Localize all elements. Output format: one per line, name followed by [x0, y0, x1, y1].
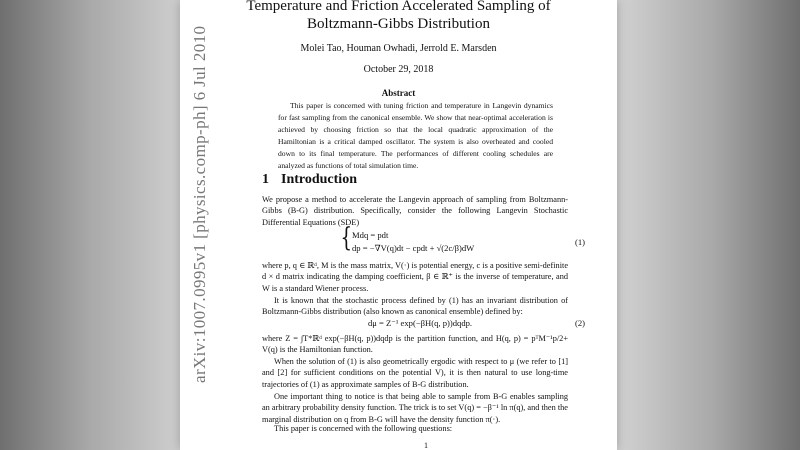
abstract-heading: Abstract: [381, 88, 416, 98]
intro-paragraph-3: It is known that the stochastic process defined by (1) has an invariant distribution of Boltzmann-Gibbs distribution (also known as canonical ensemble) defined by:: [262, 296, 568, 317]
intro-paragraph-6: One important thing to notice is that being able to sample from B-G enables sampling an arbitrary probability density function. The trick is to set V(q) = −β⁻¹ ln π(q), and then the marginal distribution on q from B-G will have the density function π(·).: [262, 392, 568, 424]
page-number: 1: [424, 441, 428, 450]
intro-paragraph-2: where p, q ∈ ℝᵈ, M is the mass matrix, V(·) is potential energy, c is a positive semi-definite d × d matrix indicating the damping coefficient, β ∈ ℝ⁺ is the inverse of temperature, and W is a standard Wiener process.: [262, 261, 568, 293]
paper-page: [180, 0, 617, 450]
arxiv-stamp: arXiv:1007.0995v1 [physics.comp-ph] 6 Jul 2010: [190, 25, 209, 383]
authors: Molei Tao, Houman Owhadi, Jerrold E. Marsden: [300, 43, 497, 54]
intro-paragraph-5: When the solution of (1) is also geometrically ergodic with respect to μ (we refer to [1] and [2] for sufficient conditions on the potential V), it is then natural to use long-time trajectories of (1) as approximate samples of B-G distribution.: [262, 357, 568, 389]
section-title: Introduction: [281, 172, 357, 187]
equation-1-line-2: dp = −∇V(q)dt − cpdt + √(2c/β)dW: [352, 243, 475, 253]
intro-paragraph-1: We propose a method to accelerate the Langevin approach of sampling from Boltzmann-Gibbs (B-G) distribution. Specifically, consider the following Langevin Stochastic Differential Equations (SDE): [262, 195, 568, 227]
title-line-2: Boltzmann-Gibbs Distribution: [307, 16, 490, 32]
equation-1-number: (1): [575, 237, 586, 247]
left-background: [0, 0, 200, 450]
equation-2: dμ = Z⁻¹ exp(−βH(q, p))dqdp.: [368, 318, 473, 328]
equation-1-line-1: Mdq = pdt: [352, 230, 389, 240]
section-number: 1: [262, 172, 269, 187]
intro-paragraph-4: where Z = ∫T*ℝᵈ exp(−βH(q, p))dqdp is the partition function, and H(q, p) = pᵀM⁻¹p/2+ V(q) is the Hamiltonian function.: [262, 334, 568, 355]
intro-paragraph-7: This paper is concerned with the following questions:: [274, 424, 453, 433]
equation-2-number: (2): [575, 318, 586, 328]
date: October 29, 2018: [363, 64, 434, 75]
section-heading: [262, 172, 357, 188]
equation-brace: {: [340, 223, 353, 253]
right-background: [605, 0, 800, 450]
title-line-1: Temperature and Friction Accelerated Sampling of: [246, 0, 551, 14]
abstract-text: This paper is concerned with tuning friction and temperature in Langevin dynamics for fast sampling from the canonical ensemble. We show that near-optimal acceleration is achieved by choosing friction so that the local quadratic approximation of the Hamiltonian is a critical damped oscillator. The system is also overheated and cooled down to its final temperature. The performances of different cooling schedules are analyzed as functions of total simulation time.: [278, 101, 553, 170]
